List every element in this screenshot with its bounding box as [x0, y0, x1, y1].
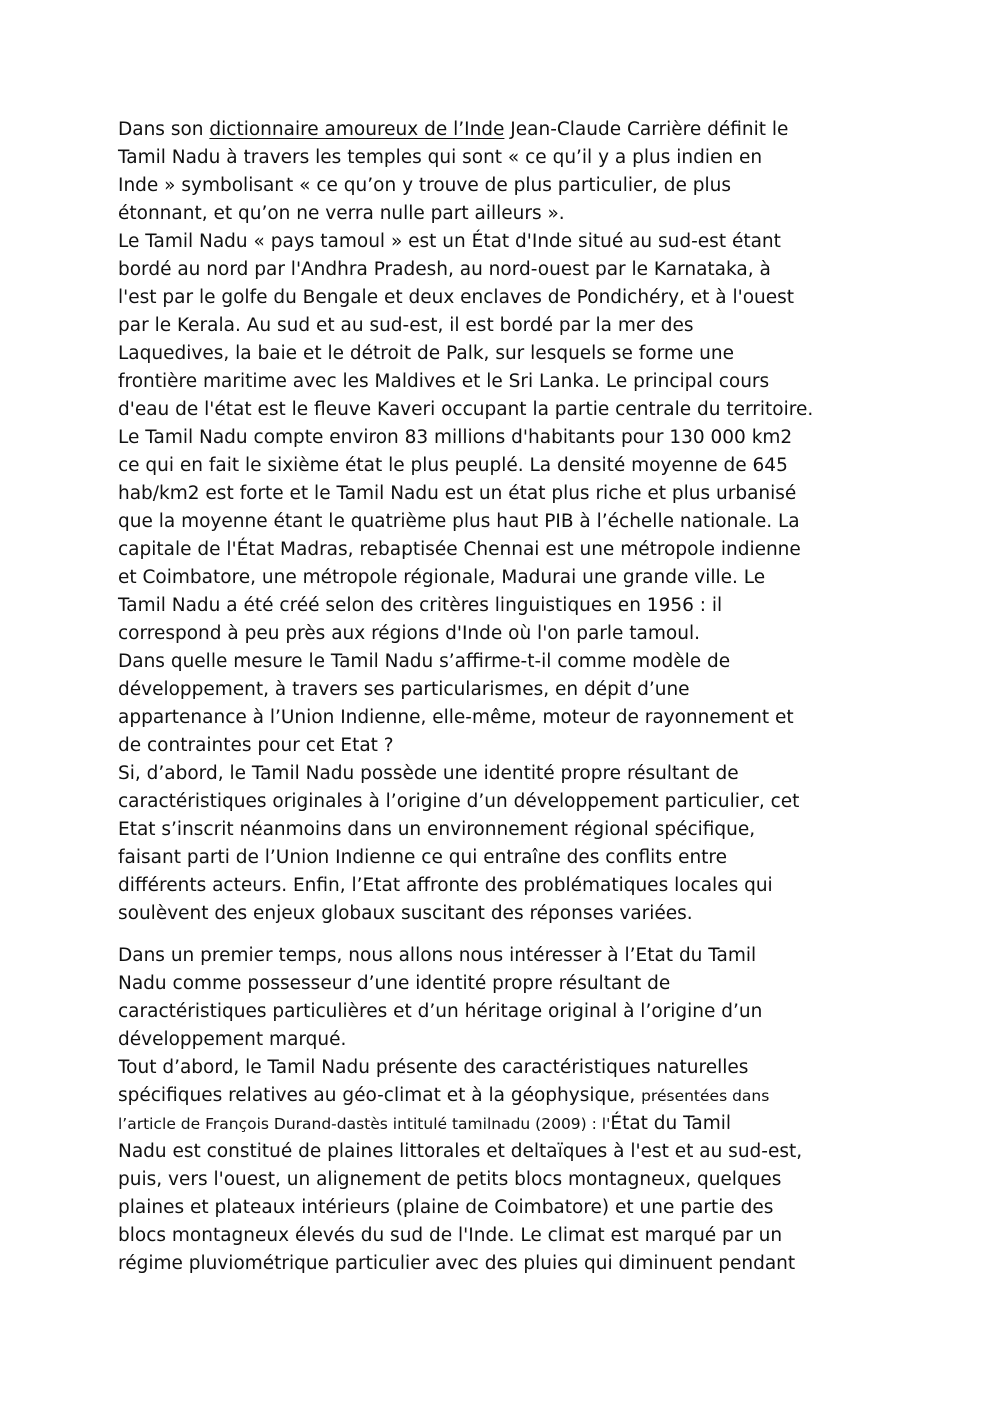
natural-text-end: État du Tamil Nadu est constitué de plaines littorales et deltaïques à l'est et au sud-est, puis, vers l'ouest, un alignement de petits blocs montagneux, quelques plaines et plateaux intérieurs (plaine de Coimbatore) et une partie des blocs montagneux élevés du sud de l'Inde. Le climat est marqué par un régime pluviométrique particulier avec des pluies qui diminuent pendant	[118, 1113, 803, 1274]
natural-characteristics-paragraph	[118, 1054, 878, 1278]
natural-text-start: Tout d’abord, le Tamil Nadu présente des caractéristiques naturelles spécifiques relatives au géo-climat et à la géophysique,	[118, 1057, 749, 1106]
paragraph-spacer	[118, 928, 878, 942]
book-title: dictionnaire amoureux de l’Inde	[209, 119, 505, 140]
first-part-intro-paragraph: Dans un premier temps, nous allons nous intéresser à l’Etat du Tamil Nadu comme possesseur d’une identité propre résultant de caractéristiques particulières et d’un héritage original à l’origine d’un développement marqué.	[118, 945, 763, 1050]
intro-text-end: Jean-Claude Carrière définit le Tamil Nadu à travers les temples qui sont « ce qu’il y a plus indien en Inde » symbolisant « ce qu’on y trouve de plus particulier, de plus étonnant, et qu’on ne verra nulle part ailleurs ».	[118, 119, 789, 224]
plan-paragraph: Si, d’abord, le Tamil Nadu possède une identité propre résultant de caractéristiques originales à l’origine d’un développement particulier, cet Etat s’inscrit néanmoins dans un environnement régional spécifique, faisant parti de l’Union Indienne ce qui entraîne des conflits entre différents acteurs. Enfin, l’Etat affronte des problématiques locales qui soulèvent des enjeux globaux suscitant des réponses variées.	[118, 763, 800, 924]
problematic-paragraph: Dans quelle mesure le Tamil Nadu s’affirme-t-il comme modèle de développement, à travers ses particularismes, en dépit d’une appartenance à l’Union Indienne, elle-même, moteur de rayonnement et de contraintes pour cet Etat ?	[118, 651, 794, 756]
presentation-paragraph: Le Tamil Nadu « pays tamoul » est un État d'Inde situé au sud-est étant bordé au nord par l'Andhra Pradesh, au nord-ouest par le Karnataka, à l'est par le golfe du Bengale et deux enclaves de Pondichéry, et à l'ouest par le Kerala. Au sud et au sud-est, il est bordé par la mer des Laquedives, la baie et le détroit de Palk, sur lesquels se forme une frontière maritime avec les Maldives et le Sri Lanka. Le principal cours d'eau de l'état est le fleuve Kaveri occupant la partie centrale du territoire. Le Tamil Nadu compte environ 83 millions d'habitants pour 130 000 km2 ce qui en fait le sixième état le plus peuplé. La densité moyenne de 645 hab/km2 est forte et le Tamil Nadu est un état plus riche et plus urbanisé que la moyenne étant le quatrième plus haut PIB à l’échelle nationale. La capitale de l'État Madras, rebaptisée Chennai est une métropole indienne et Coimbatore, une métropole régionale, Madurai une grande ville. Le Tamil Nadu a été créé selon des critères linguistiques en 1956 : il correspond à peu près aux régions d'Inde où l'on parle tamoul.	[118, 231, 814, 644]
citation-text: présentées dans l’article de François Durand-dastès intitulé tamilnadu (2009) : l'	[118, 1087, 770, 1133]
intro-text-start: Dans son	[118, 119, 210, 140]
intro-paragraph	[118, 116, 878, 228]
document-page	[118, 116, 878, 1278]
